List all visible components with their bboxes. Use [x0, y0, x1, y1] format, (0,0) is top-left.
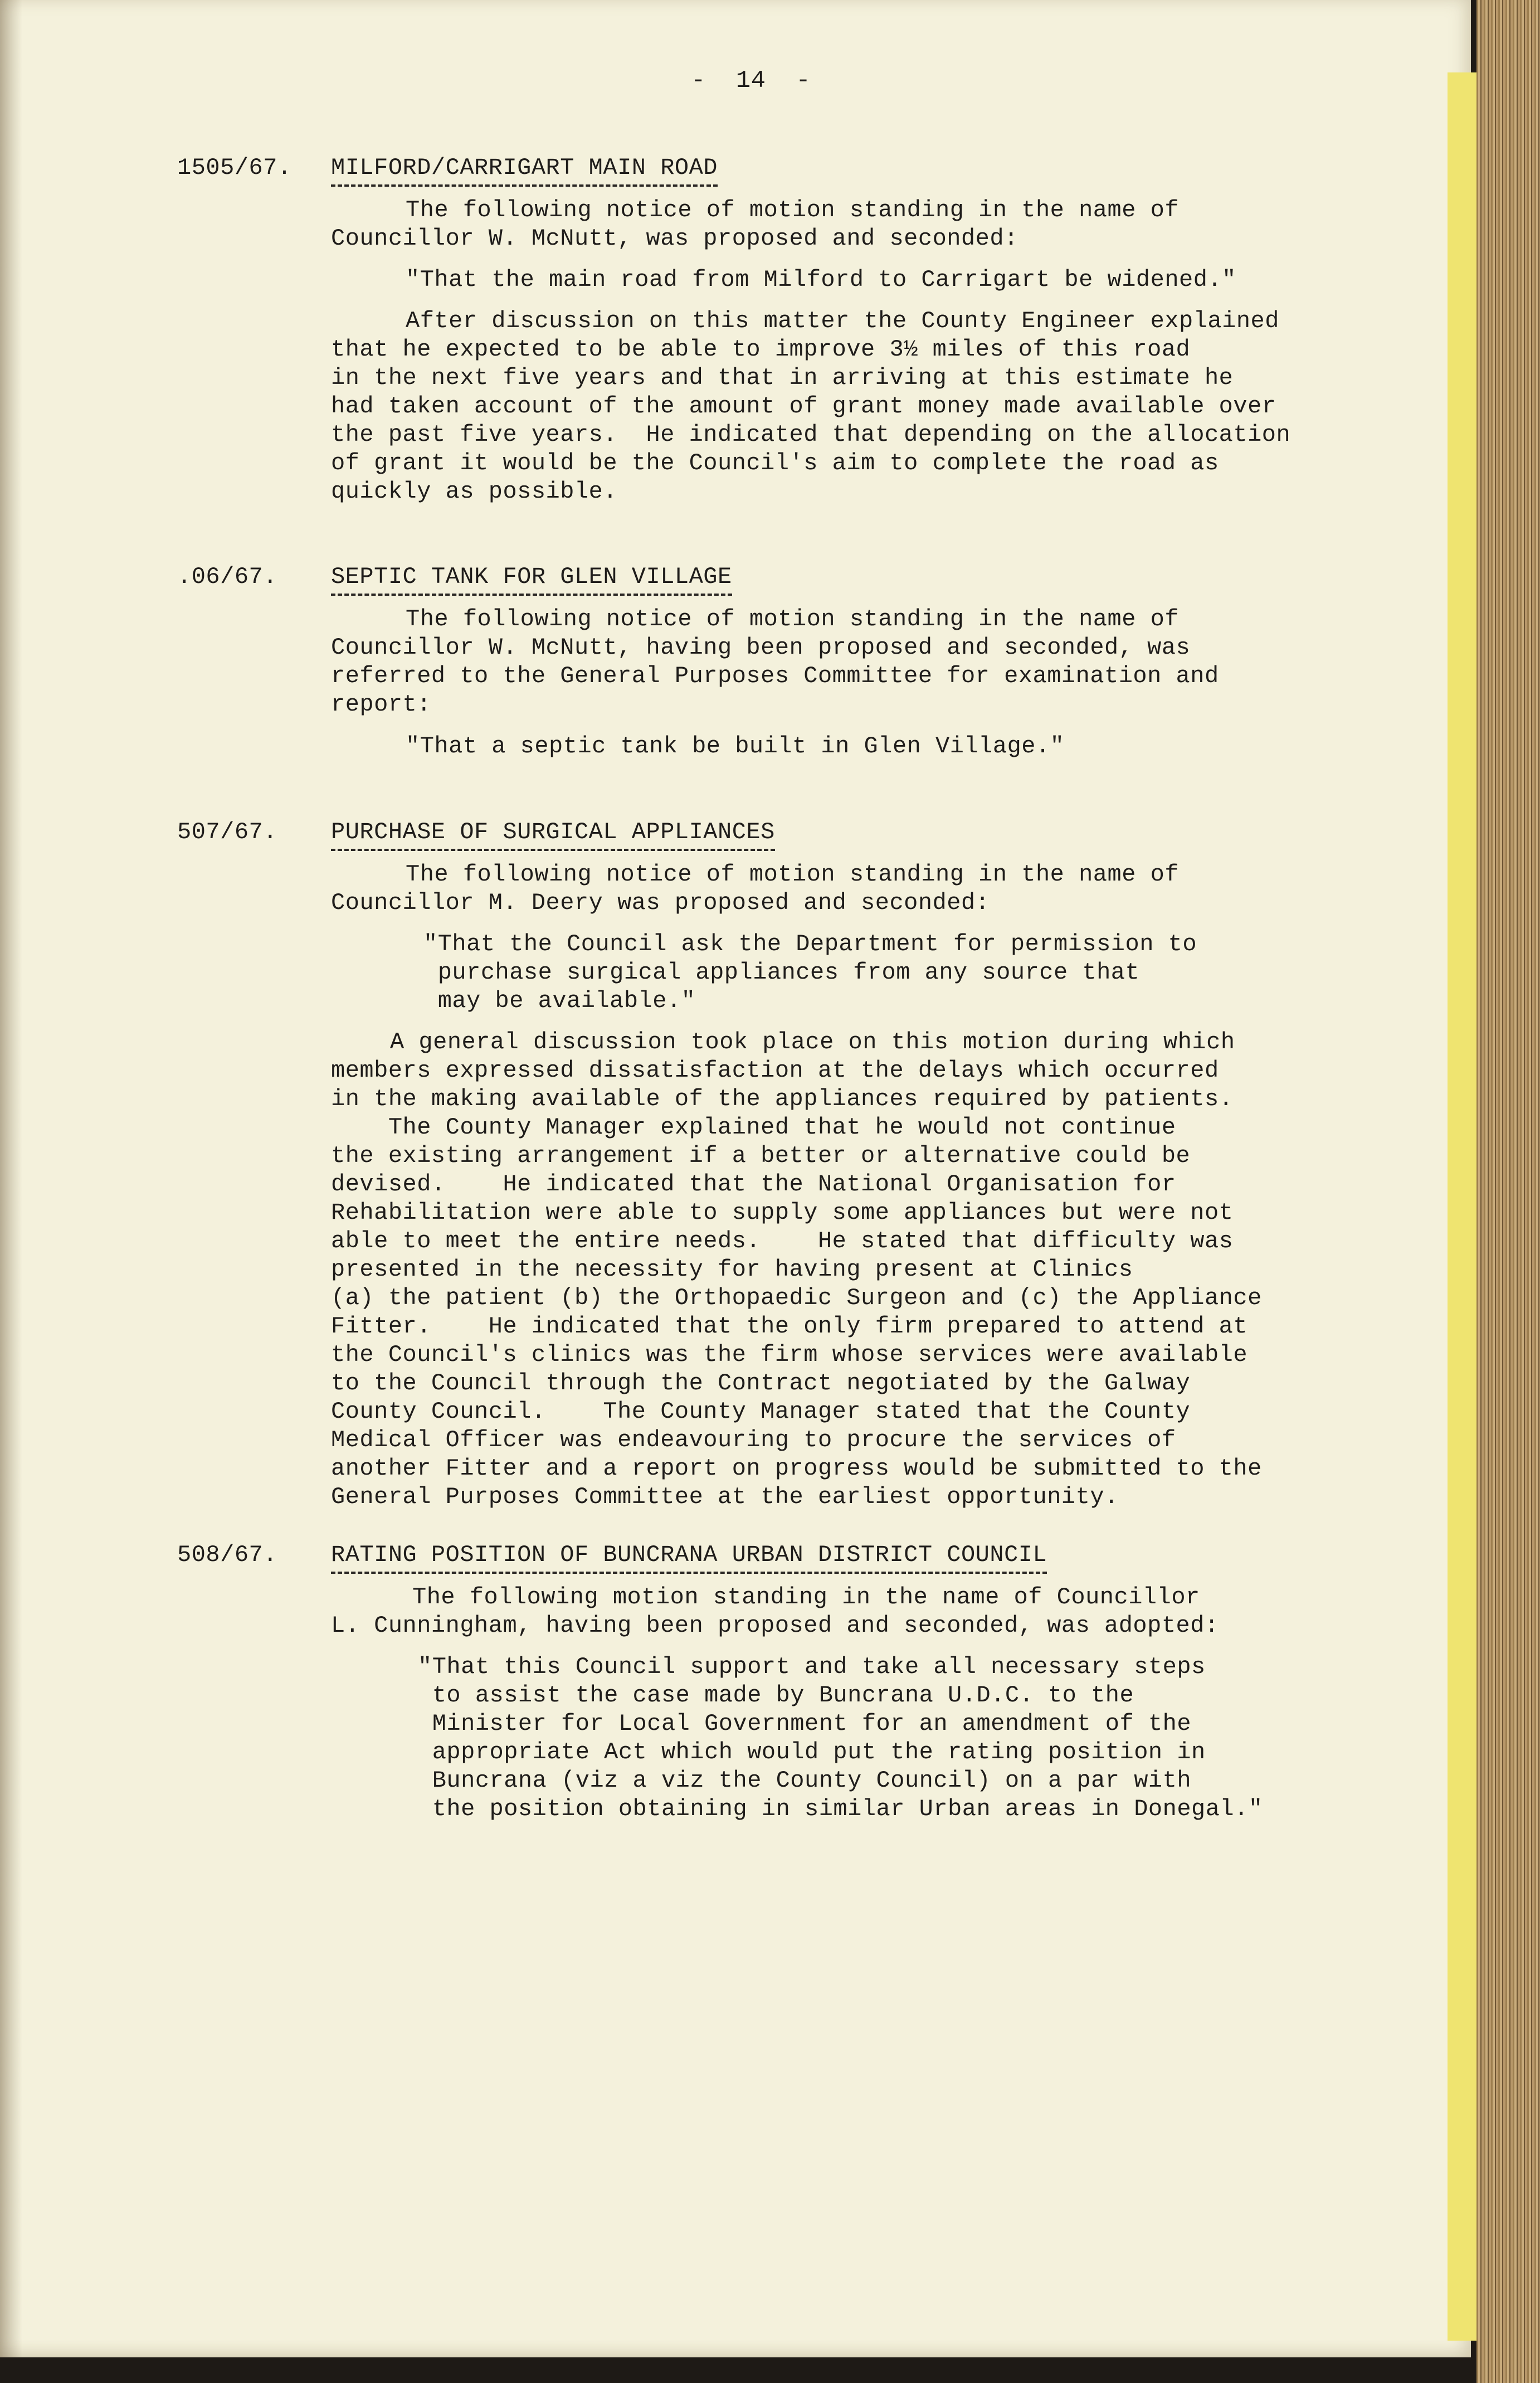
- body-line: members expressed dissatisfaction at the delays which occurred: [331, 1057, 1219, 1084]
- intro-line: The following notice of motion standing in the name of: [406, 606, 1180, 633]
- body-line: that he expected to be able to improve 3½ miles of this road: [331, 336, 1191, 363]
- minute-number: .06/67.: [177, 563, 277, 590]
- minute-heading: MILFORD/CARRIGART MAIN ROAD: [331, 154, 718, 181]
- intro-line: Councillor W. McNutt, was proposed and seconded:: [331, 225, 1018, 252]
- body-line: able to meet the entire needs. He stated that difficulty was: [331, 1228, 1234, 1254]
- intro-line: Councillor W. McNutt, having been proposed and seconded, was: [331, 634, 1191, 661]
- motion-quote: to assist the case made by Buncrana U.D.C. to the: [418, 1682, 1134, 1709]
- yellow-paper-slip: [1448, 72, 1476, 2341]
- motion-quote: "That this Council support and take all necessary steps: [418, 1653, 1206, 1680]
- body-line: devised. He indicated that the National Organisation for: [331, 1171, 1176, 1198]
- body-line: of grant it would be the Council's aim to complete the road as: [331, 450, 1219, 476]
- body-line: Medical Officer was endeavouring to procure the services of: [331, 1427, 1176, 1453]
- body-line: the past five years. He indicated that depending on the allocation: [331, 421, 1291, 448]
- minute-number: 508/67.: [177, 1541, 277, 1568]
- body-line: General Purposes Committee at the earliest opportunity.: [331, 1484, 1119, 1510]
- intro-line: L. Cunningham, having been proposed and seconded, was adopted:: [331, 1612, 1219, 1639]
- body-line: the Council's clinics was the firm whose services were available: [331, 1341, 1248, 1368]
- binding-shadow: [0, 0, 22, 2357]
- motion-quote: Minister for Local Government for an amendment of the: [418, 1710, 1192, 1737]
- motion-quote: appropriate Act which would put the rating position in: [418, 1739, 1206, 1766]
- motion-quote: Buncrana (viz a viz the County Council) on a par with: [418, 1767, 1192, 1794]
- body-line: A general discussion took place on this motion during which: [390, 1029, 1235, 1056]
- minute-number: 507/67.: [177, 819, 277, 845]
- intro-line: The following notice of motion standing in the name of: [406, 861, 1180, 888]
- intro-line: Councillor M. Deery was proposed and seconded:: [331, 889, 990, 916]
- body-line: to the Council through the Contract negotiated by the Galway: [331, 1370, 1191, 1397]
- body-line: quickly as possible.: [331, 478, 618, 505]
- body-line: another Fitter and a report on progress would be submitted to the: [331, 1455, 1262, 1482]
- body-line: in the making available of the appliances required by patients.: [331, 1086, 1234, 1112]
- minute-number: 1505/67.: [177, 154, 292, 181]
- body-line: After discussion on this matter the County Engineer explained: [406, 308, 1279, 334]
- body-line: had taken account of the amount of grant money made available over: [331, 393, 1276, 420]
- intro-line: referred to the General Purposes Committee for examination and: [331, 663, 1219, 689]
- body-line: Rehabilitation were able to supply some appliances but were not: [331, 1199, 1234, 1226]
- motion-quote: "That a septic tank be built in Glen Village.": [406, 733, 1065, 760]
- book-page-edges: [1476, 0, 1540, 2383]
- body-line: (a) the patient (b) the Orthopaedic Surgeon and (c) the Appliance: [331, 1285, 1262, 1311]
- motion-quote: may be available.": [423, 988, 696, 1014]
- minute-heading: PURCHASE OF SURGICAL APPLIANCES: [331, 819, 775, 845]
- body-line: presented in the necessity for having present at Clinics: [331, 1256, 1133, 1283]
- minute-heading: SEPTIC TANK FOR GLEN VILLAGE: [331, 563, 732, 590]
- motion-quote: purchase surgical appliances from any source that: [423, 959, 1140, 986]
- body-line: the existing arrangement if a better or alternative could be: [331, 1142, 1191, 1169]
- page-number: - 14 -: [691, 67, 811, 95]
- intro-line: The following notice of motion standing in the name of: [406, 197, 1180, 223]
- intro-line: The following motion standing in the name of Councillor: [412, 1584, 1200, 1611]
- motion-quote: "That the main road from Milford to Carrigart be widened.": [406, 266, 1236, 293]
- intro-line: report:: [331, 691, 431, 718]
- body-line: Fitter. He indicated that the only firm prepared to attend at: [331, 1313, 1248, 1340]
- body-line: County Council. The County Manager stated that the County: [331, 1398, 1191, 1425]
- motion-quote: "That the Council ask the Department for permission to: [423, 931, 1197, 957]
- minute-heading: RATING POSITION OF BUNCRANA URBAN DISTRICT COUNCIL: [331, 1541, 1047, 1568]
- motion-quote: the position obtaining in similar Urban areas in Donegal.": [418, 1796, 1263, 1822]
- body-line: The County Manager explained that he would not continue: [331, 1114, 1176, 1141]
- body-line: in the next five years and that in arriving at this estimate he: [331, 364, 1234, 391]
